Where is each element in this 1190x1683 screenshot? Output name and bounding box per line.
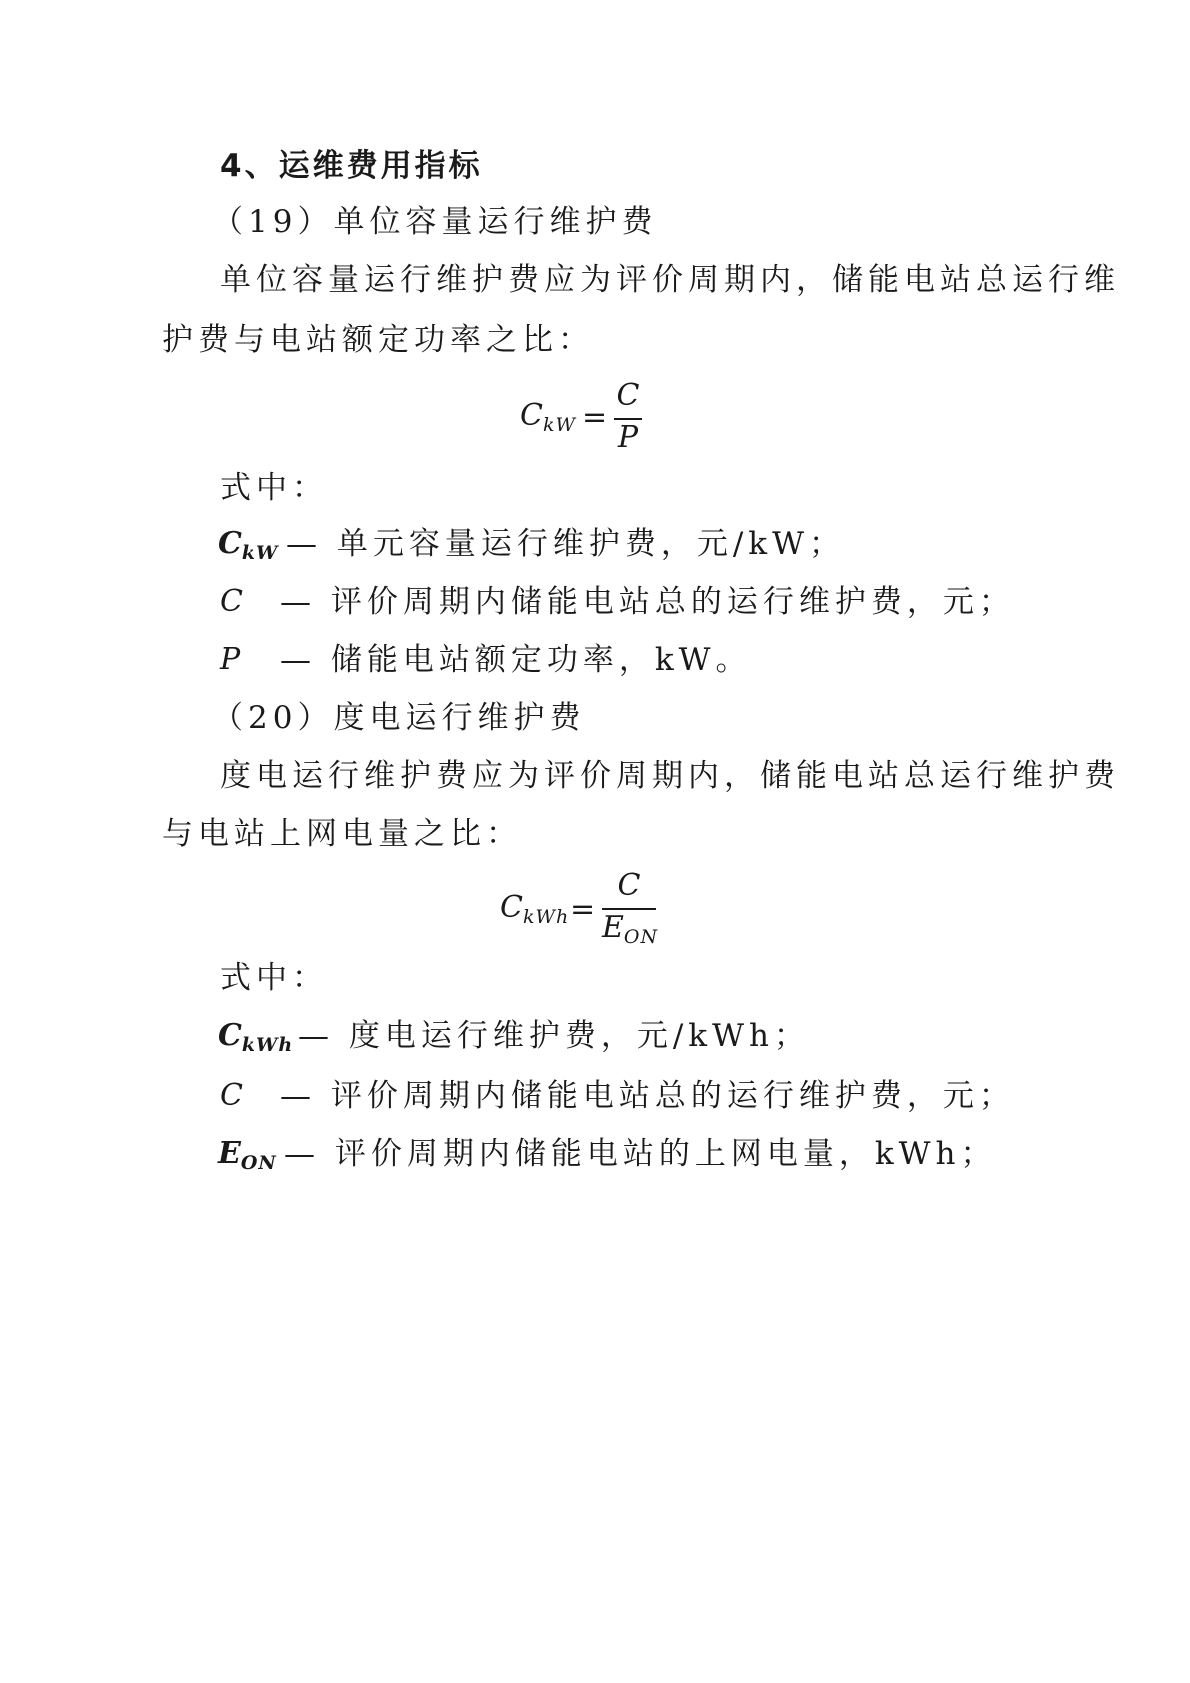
formula-ckwh-lhs: $C_{kWh}$ [500,890,570,928]
paragraph-19-line-1: 单位容量运行维护费应为评价周期内，储能电站总运行维 [220,262,1120,298]
formula-ckw [520,378,640,458]
formula-ckw-equals: = [582,400,608,435]
formula-ckw-numerator: C [616,378,640,413]
def-20-2-text: — 评价周期内储能电站总的运行维护费，元； [280,1078,1015,1114]
def-20-3-symbol: $E_{ON}$ [218,1136,277,1174]
formula-ckwh-equals: = [570,892,596,927]
subsection-title-19: （19）单位容量运行维护费 [212,204,658,240]
where-label-19: 式中： [220,470,328,506]
formula-ckw-lhs: $C_{kW}$ [520,398,577,436]
def-20-3-text: — 评价周期内储能电站的上网电量，kWh； [284,1136,997,1172]
paragraph-19-line-2: 护费与电站额定功率之比： [162,322,594,358]
def-19-1-symbol: $C_{kW}$ [218,526,279,564]
paragraph-20-line-2: 与电站上网电量之比： [162,816,522,852]
formula-ckwh-numerator: C [617,868,641,903]
formula-ckw-denominator: P [617,420,639,455]
subsection-title-20: （20）度电运行维护费 [212,700,586,736]
def-19-3-symbol: P [220,642,241,677]
def-20-1-text: — 度电运行维护费，元/kWh； [298,1018,810,1054]
def-19-2-text: — 评价周期内储能电站总的运行维护费，元； [280,584,1015,620]
formula-ckwh-denominator: $E_{ON}$ [602,910,659,948]
def-19-3-text: — 储能电站额定功率，kW。 [280,642,752,678]
def-19-1-text: — 单元容量运行维护费，元/kW； [286,526,845,562]
def-19-2-symbol: C [220,584,243,619]
formula-ckwh [500,868,670,952]
section-heading: 4、运维费用指标 [220,148,483,184]
paragraph-20-line-1: 度电运行维护费应为评价周期内，储能电站总运行维护费 [220,758,1120,794]
def-20-2-symbol: C [220,1078,243,1113]
where-label-20: 式中： [220,960,328,996]
def-20-1-symbol: $C_{kWh}$ [218,1018,294,1056]
